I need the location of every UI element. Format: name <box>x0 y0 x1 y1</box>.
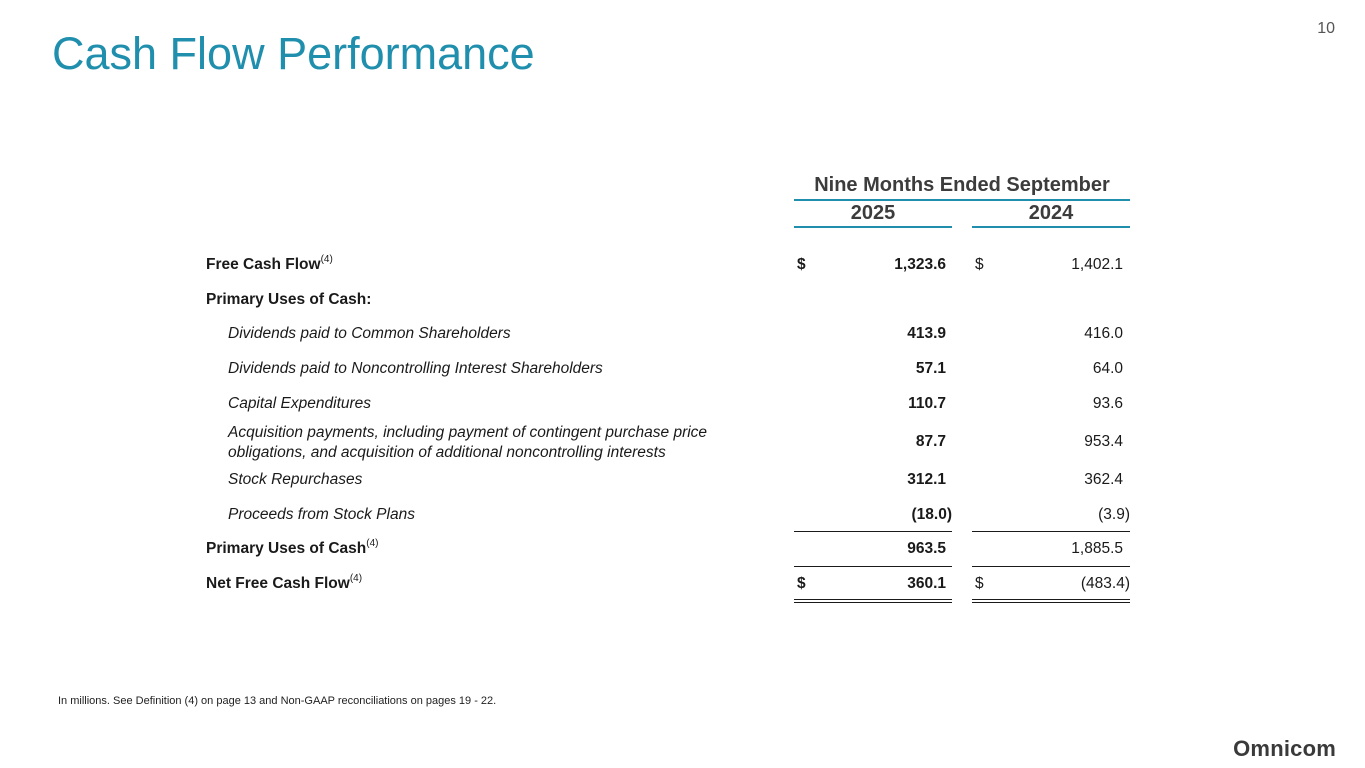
value-2025: 963.5 <box>907 540 946 557</box>
value-2024: 93.6 <box>1092 395 1123 412</box>
period-header: Nine Months Ended September <box>794 174 1130 201</box>
currency-symbol-2024: $ <box>975 256 984 273</box>
currency-symbol-2025: $ <box>797 575 806 592</box>
row-label: Acquisition payments, including payment of contingent purchase price obligations, and acquisition of additional noncontrolling interests <box>228 424 708 461</box>
row-label: Stock Repurchases <box>228 471 363 488</box>
page-title: Cash Flow Performance <box>52 28 535 79</box>
double-underline-2025 <box>794 599 952 603</box>
currency-symbol-2024: $ <box>975 575 984 592</box>
value-2024: 362.4 <box>1084 471 1123 488</box>
row-label: Free Cash Flow$^{(4)}$ <box>206 254 333 273</box>
subtotal-line-2024 <box>972 531 1130 532</box>
value-2024: 953.4 <box>1084 433 1123 450</box>
year-header-2025: 2025 <box>794 202 952 228</box>
row-label: Primary Uses of Cash: <box>206 291 372 308</box>
value-2025: 110.7 <box>908 395 946 412</box>
row-label: Proceeds from Stock Plans <box>228 506 415 523</box>
value-2025: 312.1 <box>907 471 946 488</box>
footnote-ref: (4) <box>349 573 363 584</box>
row-label: Primary Uses of Cash$^{(4)}$ <box>206 538 379 557</box>
double-underline-2024 <box>972 599 1130 603</box>
value-2025: (18.0) <box>911 506 952 523</box>
row-label: Capital Expenditures <box>228 395 372 412</box>
value-2025: 360.1 <box>907 575 946 592</box>
value-2024: 64.0 <box>1092 360 1123 377</box>
value-2024: 416.0 <box>1084 325 1123 342</box>
footnote-ref: (4) <box>366 538 379 549</box>
footnote-ref: (4) <box>320 254 333 265</box>
year-header-2024: 2024 <box>972 202 1130 228</box>
value-2025: 87.7 <box>915 433 946 450</box>
value-2024: 1,402.1 <box>1071 256 1123 273</box>
currency-symbol-2025: $ <box>797 256 806 273</box>
total-line-2024 <box>972 566 1130 567</box>
footnote: In millions. See Definition (4) on page 13 and Non-GAAP reconciliations on pages 19 - 22. <box>58 695 497 707</box>
row-label: Net Free Cash Flow$^{(4)}$ <box>206 573 363 592</box>
value-2024: (3.9) <box>1098 506 1130 523</box>
omnicom-logo: Omnicom <box>1233 736 1336 761</box>
page-number: 10 <box>1317 20 1335 37</box>
value-2024: 1,885.5 <box>1071 540 1123 557</box>
row-label: Dividends paid to Common Shareholders <box>228 325 511 342</box>
row-label: Dividends paid to Noncontrolling Interest Shareholders <box>228 360 603 377</box>
value-2024: (483.4) <box>1080 575 1130 592</box>
value-2025: 413.9 <box>907 325 946 342</box>
value-2025: 1,323.6 <box>894 256 946 273</box>
value-2025: 57.1 <box>915 360 946 377</box>
total-line-2025 <box>794 566 952 567</box>
subtotal-line-2025 <box>794 531 952 532</box>
